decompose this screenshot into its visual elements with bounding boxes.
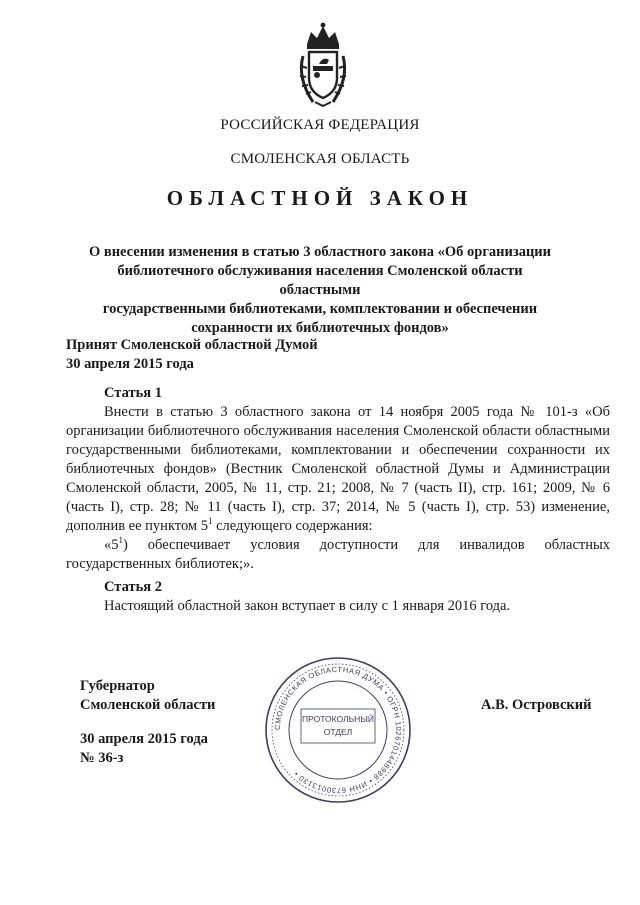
law-number: № 36-з (80, 750, 124, 766)
article-1-text-end: следующего содержания: (212, 518, 373, 534)
stamp-inner-line2: ОТДЕЛ (323, 727, 353, 737)
law-subject (80, 243, 560, 338)
stamp-seal-icon (263, 655, 413, 805)
adopted-by: Принят Смоленской областной Думой (66, 337, 318, 353)
subject-line: О внесении изменения в статью 3 областного закона «Об организации (88, 244, 552, 260)
oblast-heading: СМОЛЕНСКАЯ ОБЛАСТЬ (230, 151, 410, 167)
quote-text: ) обеспечивает условия доступности для инвалидов областных государственных библиотек;». (66, 537, 610, 572)
adoption-info (66, 336, 318, 374)
article-2-text: Настоящий областной закон вступает в силу с 1 января 2016 года. (104, 598, 511, 614)
article-1-text: Внести в статью 3 областного закона от 14 ноября 2005 года № 101-з «Об организации библиотечного обслуживания населения Смоленской области областными государственными библиотеками, комплектовании и обеспечении сохранности их библиотечных фондов» (Вестник Смоленской областной Думы и Администрации Смоленской области, 2005, № 11, стр. 21; 2008, № 7 (часть II), стр. 161; 2009, № 6 (часть I), стр. 28; № 11 (часть I), стр. 37; 2014, № 5 (часть I), стр. 53) изменение, дополнив ее пунктом 5 (66, 404, 610, 534)
law-title: ОБЛАСТНОЙ ЗАКОН (166, 186, 474, 210)
adoption-date: 30 апреля 2015 года (66, 356, 194, 372)
superscript: 1 (118, 535, 123, 546)
stamp-inner-line1: ПРОТОКОЛЬНЫЙ (302, 714, 374, 724)
article-1-heading: Статья 1 (104, 385, 162, 401)
article-2-heading: Статья 2 (104, 579, 162, 595)
superscript: 1 (207, 516, 213, 527)
subject-line: сохранности их библиотечных фондов» (191, 320, 449, 336)
law-date-number (80, 730, 208, 768)
official-stamp (263, 655, 413, 805)
position-line: Губернатор (80, 678, 155, 694)
article-2-body (66, 597, 610, 616)
quote-open: «5 (104, 537, 119, 553)
smolensk-coat-of-arms-icon (293, 22, 353, 108)
article-1-quote (66, 536, 610, 574)
subject-line: государственными библиотеками, комплектовании и обеспечении (102, 301, 538, 317)
governor-name: А.В. Островский (481, 697, 592, 713)
position-line: Смоленской области (80, 697, 216, 713)
law-date: 30 апреля 2015 года (80, 731, 208, 747)
subject-line: библиотечного обслуживания населения Смоленской области областными (117, 263, 523, 298)
stamp-ring-text: СМОЛЕНСКАЯ ОБЛАСТНАЯ ДУМА • ОГРН 1026701448988 • ИНН 6730013130 • (272, 664, 404, 796)
coat-of-arms (293, 22, 353, 108)
governor-title (80, 677, 215, 715)
federation-heading: РОССИЙСКАЯ ФЕДЕРАЦИЯ (220, 117, 420, 133)
article-1-body (66, 403, 610, 574)
article-1-paragraph (66, 403, 610, 536)
